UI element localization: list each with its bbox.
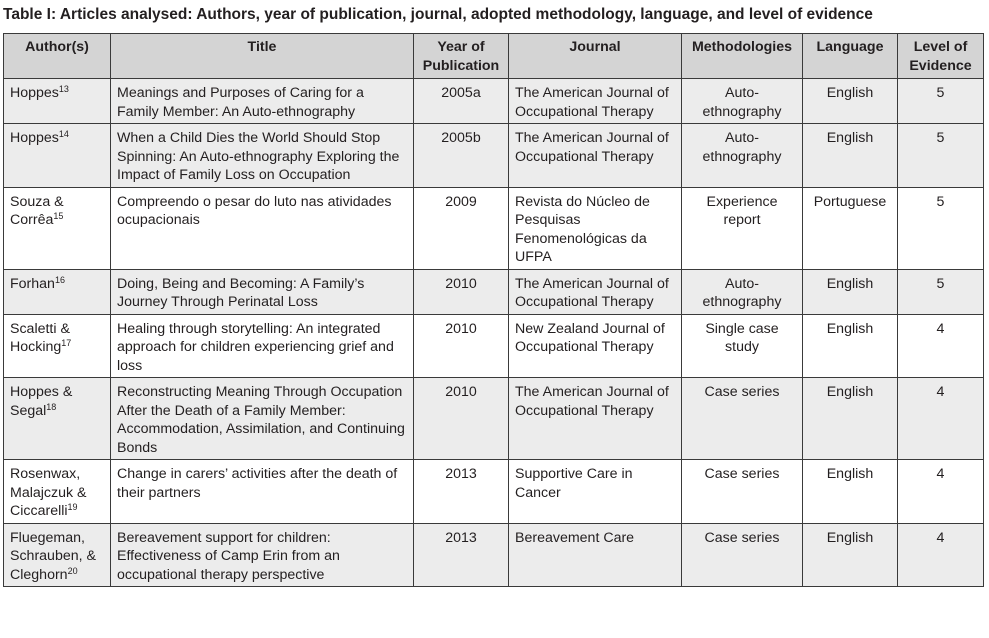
method-cell: Case series [682, 460, 803, 524]
year-cell: 2013 [414, 460, 509, 524]
journal-cell: New Zealand Journal of Occupational Therapy [509, 314, 682, 378]
author-name: Fluegeman, Schrauben, & Cleghorn [10, 529, 96, 583]
table-row [4, 378, 984, 460]
language-cell: English [803, 124, 898, 188]
level-cell: 4 [898, 314, 984, 378]
year-cell: 2005b [414, 124, 509, 188]
reference-number: 19 [67, 502, 78, 512]
author-cell [4, 378, 111, 460]
method-cell: Single case study [682, 314, 803, 378]
col-header-year: Year of Publication [414, 34, 509, 79]
table-row [4, 314, 984, 378]
language-cell: English [803, 460, 898, 524]
language-cell: English [803, 79, 898, 124]
year-cell: 2010 [414, 378, 509, 460]
author-cell [4, 523, 111, 587]
year-cell: 2010 [414, 314, 509, 378]
level-cell: 4 [898, 460, 984, 524]
journal-cell: Supportive Care in Cancer [509, 460, 682, 524]
journal-cell: Bereavement Care [509, 523, 682, 587]
author-cell [4, 124, 111, 188]
journal-cell: The American Journal of Occupational Therapy [509, 124, 682, 188]
table-row [4, 79, 984, 124]
header-row [4, 34, 984, 79]
reference-number: 17 [61, 338, 72, 348]
table-caption: Table I: Articles analysed: Authors, year of publication, journal, adopted methodology, language, and level of evidence [3, 6, 873, 23]
author-cell [4, 187, 111, 269]
year-cell: 2005a [414, 79, 509, 124]
reference-number: 15 [53, 211, 64, 221]
level-cell: 5 [898, 269, 984, 314]
author-name: Souza & Corrêa [10, 193, 64, 228]
method-cell: Experience report [682, 187, 803, 269]
level-cell: 5 [898, 79, 984, 124]
reference-number: 20 [67, 565, 78, 576]
reference-number: 14 [58, 129, 69, 139]
language-cell: English [803, 523, 898, 587]
method-cell: Auto-ethnography [682, 79, 803, 124]
title-cell: Meanings and Purposes of Caring for a Family Member: An Auto-ethnography [111, 79, 414, 124]
author-cell [4, 460, 111, 524]
reference-number: 18 [46, 401, 57, 412]
author-cell [4, 314, 111, 378]
title-cell: Healing through storytelling: An integrated approach for children experiencing grief and loss [111, 314, 414, 378]
author-name: Scaletti & Hocking [10, 320, 70, 355]
title-cell: Bereavement support for children: Effectiveness of Camp Erin from an occupational therapy perspective [111, 523, 414, 587]
language-cell: Portuguese [803, 187, 898, 269]
author-name: Rosenwax, Malajczuk & Ciccarelli [10, 466, 87, 519]
table-row [4, 124, 984, 188]
journal-cell: Revista do Núcleo de Pesquisas Fenomenológicas da UFPA [509, 187, 682, 269]
col-header-language: Language [803, 34, 898, 79]
journal-cell: The American Journal of Occupational Therapy [509, 79, 682, 124]
reference-number: 16 [54, 274, 65, 285]
table-row [4, 269, 984, 314]
col-header-level: Level of Evidence [898, 34, 984, 79]
title-cell: Compreendo o pesar do luto nas atividades ocupacionais [111, 187, 414, 269]
author-name: Forhan [10, 275, 55, 292]
title-cell: Doing, Being and Becoming: A Family’s Journey Through Perinatal Loss [111, 269, 414, 314]
author-cell [4, 79, 111, 124]
author-name: Hoppes [10, 130, 59, 146]
col-header-methodologies: Methodologies [682, 34, 803, 79]
method-cell: Case series [682, 378, 803, 460]
reference-number: 13 [58, 84, 69, 94]
level-cell: 5 [898, 187, 984, 269]
method-cell: Auto-ethnography [682, 269, 803, 314]
method-cell: Auto-ethnography [682, 124, 803, 188]
col-header-journal: Journal [509, 34, 682, 79]
author-name: Hoppes [10, 85, 59, 101]
language-cell: English [803, 269, 898, 314]
title-cell: Reconstructing Meaning Through Occupation After the Death of a Family Member: Accommodation, Assimilation, and Continuing Bonds [111, 378, 414, 460]
author-name: Hoppes & Segal [10, 384, 73, 419]
articles-table [3, 33, 984, 587]
level-cell: 4 [898, 378, 984, 460]
method-cell: Case series [682, 523, 803, 587]
col-header-authors: Author(s) [4, 34, 111, 79]
language-cell: English [803, 378, 898, 460]
year-cell: 2013 [414, 523, 509, 587]
table-row [4, 523, 984, 587]
language-cell: English [803, 314, 898, 378]
title-cell: When a Child Dies the World Should Stop Spinning: An Auto-ethnography Exploring the Impact of Family Loss on Occupation [111, 124, 414, 188]
year-cell: 2010 [414, 269, 509, 314]
level-cell: 4 [898, 523, 984, 587]
title-cell: Change in carers’ activities after the death of their partners [111, 460, 414, 524]
table-row [4, 187, 984, 269]
author-cell [4, 269, 111, 314]
table-row [4, 460, 984, 524]
journal-cell: The American Journal of Occupational Therapy [509, 269, 682, 314]
col-header-title: Title [111, 34, 414, 79]
year-cell: 2009 [414, 187, 509, 269]
level-cell: 5 [898, 124, 984, 188]
journal-cell: The American Journal of Occupational Therapy [509, 378, 682, 460]
